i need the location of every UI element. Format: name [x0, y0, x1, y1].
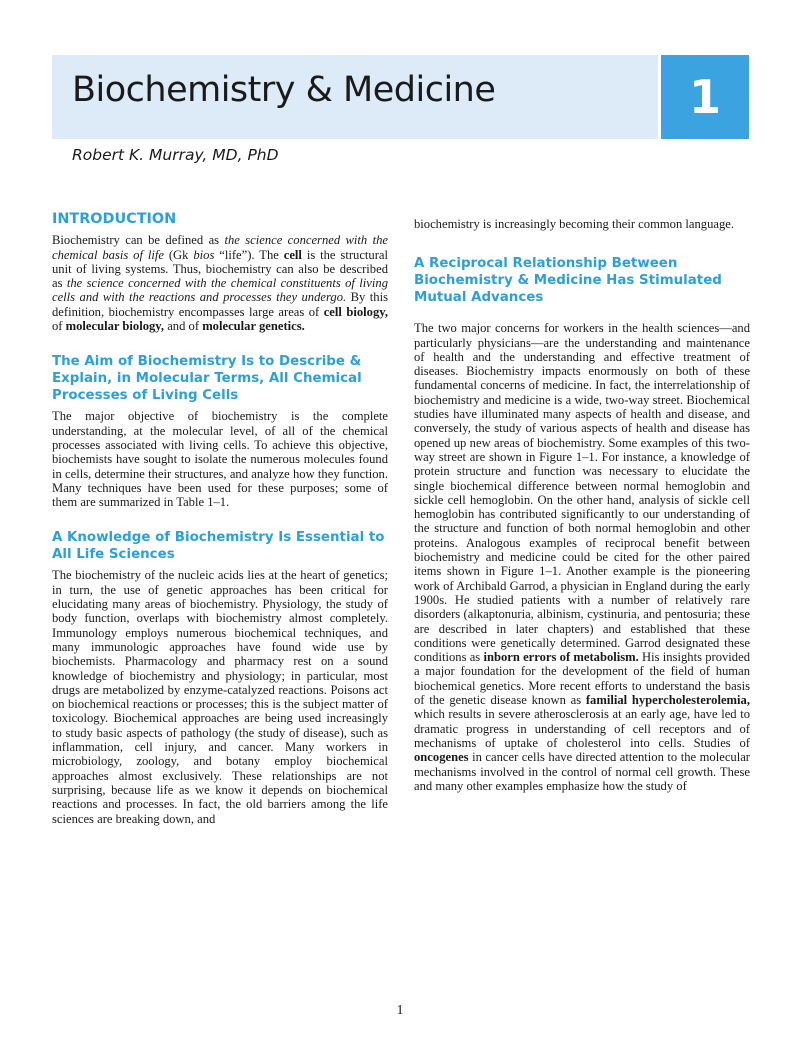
text-run: Biochemistry can be defined as: [52, 233, 225, 248]
italic-phrase: the science concerned with the chemical basis of life: [52, 233, 389, 262]
right-column: [414, 217, 750, 793]
italic-phrase: bios: [193, 247, 215, 262]
chapter-number-box: [661, 55, 749, 139]
bold-term: inborn errors of metabolism.: [483, 650, 639, 665]
left-column: [52, 212, 388, 826]
bold-term: familial hypercholesterolemia,: [585, 693, 750, 708]
reciprocal-paragraph: [414, 321, 750, 793]
text-run: By this definition, biochemistry encompasses large areas of: [52, 290, 388, 319]
author-byline: Robert K. Murray, MD, PhD: [72, 146, 279, 164]
text-run: of: [52, 319, 66, 334]
text-run: and of: [164, 319, 203, 334]
aim-paragraph: [52, 409, 388, 509]
bold-term: cell biology,: [323, 304, 389, 319]
reciprocal-heading: A Reciprocal Relationship Between Biochemistry & Medicine Has Stimulated Mutual Advances: [414, 256, 722, 306]
text-run: The two major concerns for workers in the health sciences—and particularly physicians—are the understanding and maintenance of health and the understanding and effective treatment of diseases. Biochemistry impacts enormously on both of these fundamental concerns of medicine. In fact, the interrelationship of biochemistry and medicine is a wide, two-way street. Biochemical studies have illuminated many aspects of health and disease, and conversely, the study of various aspects of health and disease has opened up new areas of biochemistry. Some examples of this two-way street are shown in Figure 1–1. For instance, a knowledge of protein structure and function was necessary to elucidate the single biochemical difference between normal hemoglobin and sickle cell hemoglobin. On the other hand, analysis of sickle cell hemoglobin has contributed significantly to our understanding of the structure and function of both normal hemoglobin and other proteins. Analogous examples of reciprocal benefit between biochemistry and medicine could be cited for the other paired items shown in Figure 1–1. Another example is the pioneering work of Archibald Garrod, a physician in England during the early 1900s. He studied patients with a number of relatively rare disorders (alkaptonuria, albinism, cystinuria, and pentosuria; these are described in later chapters) and established that these conditions were genetically determined. Garrod designated these conditions as: [414, 321, 750, 665]
aim-heading: The Aim of Biochemistry Is to Describe & Explain, in Molecular Terms, All Chemical Processes of Living Cells: [52, 354, 362, 404]
knowledge-paragraph: [52, 568, 388, 825]
italic-phrase: the science concerned with the chemical constituents of living cells and with the reactions and processes they undergo.: [52, 276, 388, 305]
text-run: biochemistry is increasingly becoming their common language.: [414, 217, 735, 231]
page-number: 1: [396, 1003, 404, 1018]
bold-term: molecular biology,: [65, 319, 165, 334]
chapter-title: Biochemistry & Medicine: [72, 70, 496, 110]
introduction-heading: INTRODUCTION: [52, 211, 177, 227]
text-run: His insights provided a major foundation for the development of the field of human biochemical genetics. More recent efforts to understand the basis of the genetic disease known as: [414, 650, 750, 708]
text-run: The biochemistry of the nucleic acids lies at the heart of genetics; in turn, the use of genetic approaches has been critical for elucidating many areas of biochemistry. Physiology, the study of body function, overlaps with biochemistry almost completely. Immunology employs numerous biochemical techniques, and many immunologic approaches have found wide use by biochemists. Pharmacology and pharmacy rest on a sound knowledge of biochemistry and physiology; in particular, most drugs are metabolized by enzyme-catalyzed reactions. Poisons act on biochemical reactions or processes; this is the subject matter of toxicology. Biochemical approaches are being used increasingly to study basic aspects of pathology (the study of disease), such as inflammation, cell injury, and cancer. Many workers in microbiology, zoology, and botany employ biochemical approaches almost exclusively. These relationships are not surprising, because life as we know it depends on biochemical reactions and processes. In fact, the old barriers among the life sciences are breaking down, and: [52, 568, 388, 826]
text-run: in cancer cells have directed attention to the molecular mechanisms involved in the control of normal cell growth. These and many other examples emphasize how the study of: [414, 750, 750, 793]
text-run: which results in severe atherosclerosis at an early age, have led to dramatic progress in understanding of cell receptors and of mechanisms of uptake of cholesterol into cells. Studies of: [414, 707, 750, 750]
bold-term: oncogenes: [414, 750, 469, 765]
bold-term: molecular genetics.: [202, 319, 305, 334]
bold-term: cell: [283, 247, 302, 262]
chapter-number: 1: [688, 70, 721, 124]
text-run: The major objective of biochemistry is the complete understanding, at the molecular level, of all of the chemical processes associated with living cells. To achieve this objective, biochemists have sought to isolate the numerous molecules found in cells, determine their structures, and analyze how they function. Many techniques have been used for these purposes; some of them are summarized in Table 1–1.: [52, 409, 388, 510]
text-run: “life”). The: [214, 247, 284, 262]
knowledge-heading: A Knowledge of Biochemistry Is Essential to All Life Sciences: [52, 530, 385, 563]
continuation-paragraph: [414, 217, 750, 231]
text-run: is the structural unit of living systems. Thus, biochemistry can also be described as: [52, 247, 388, 291]
text-run: (Gk: [163, 247, 194, 262]
introduction-paragraph: [52, 233, 388, 333]
